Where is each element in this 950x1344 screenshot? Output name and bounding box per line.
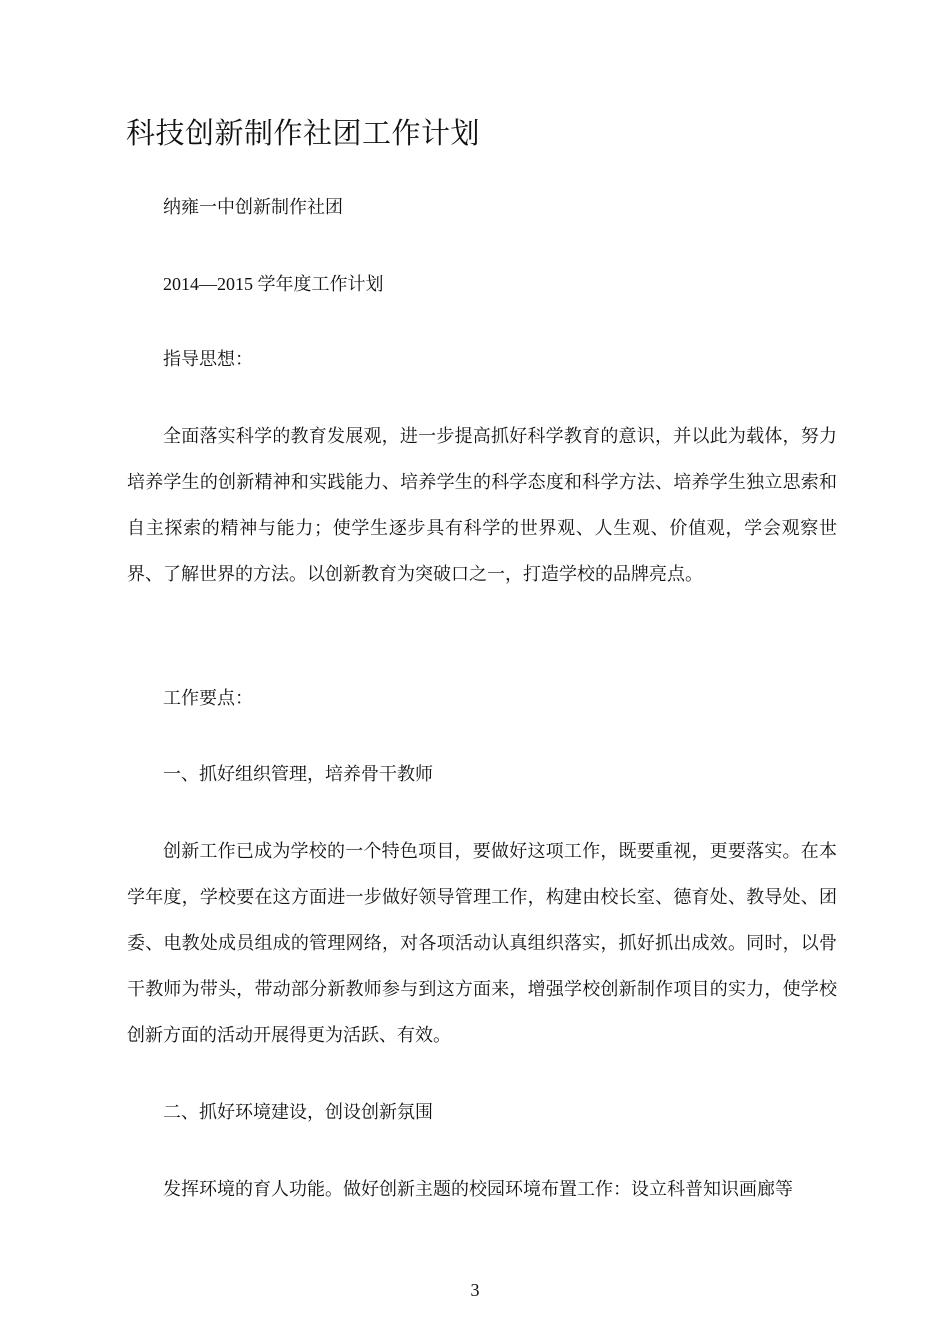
- section-1-heading: 一、抓好组织管理，培养骨干教师: [163, 764, 433, 785]
- guiding-paragraph: 全面落实科学的教育发展观，进一步提高抓好科学教育的意识，并以此为载体，努力培养学生的创新精神和实践能力、培养学生的科学态度和科学方法、培养学生独立思索和自主探索的精神与能力；使学生逐步具有科学的世界观、人生观、价值观，学会观察世界、了解世界的方法。以创新教育为突破口之一，打造学校的品牌亮点。: [127, 426, 837, 585]
- key-points-heading: 工作要点：: [163, 688, 253, 709]
- section-1-paragraph: 创新工作已成为学校的一个特色项目，要做好这项工作，既要重视，更要落实。在本学年度，学校要在这方面进一步做好领导管理工作，构建由校长室、德育处、教导处、团委、电教处成员组成的管理网络，对各项活动认真组织落实，抓好抓出成效。同时，以骨干教师为带头，带动部分新教师参与到这方面来，增强学校创新制作项目的实力，使学校创新方面的活动开展得更为活跃、有效。: [127, 841, 837, 1046]
- guiding-heading: 指导思想：: [163, 349, 253, 370]
- school-year-plan: 2014—2015 学年度工作计划: [163, 274, 384, 294]
- organization-line: 纳雍一中创新制作社团: [163, 197, 343, 218]
- section-2-paragraph: 发挥环境的育人功能。做好创新主题的校园环境布置工作：设立科普知识画廊等: [163, 1179, 793, 1200]
- page-number: 3: [470, 1280, 480, 1300]
- document-title: 科技创新制作社团工作计划: [126, 116, 481, 150]
- section-2-heading: 二、抓好环境建设，创设创新氛围: [163, 1102, 433, 1123]
